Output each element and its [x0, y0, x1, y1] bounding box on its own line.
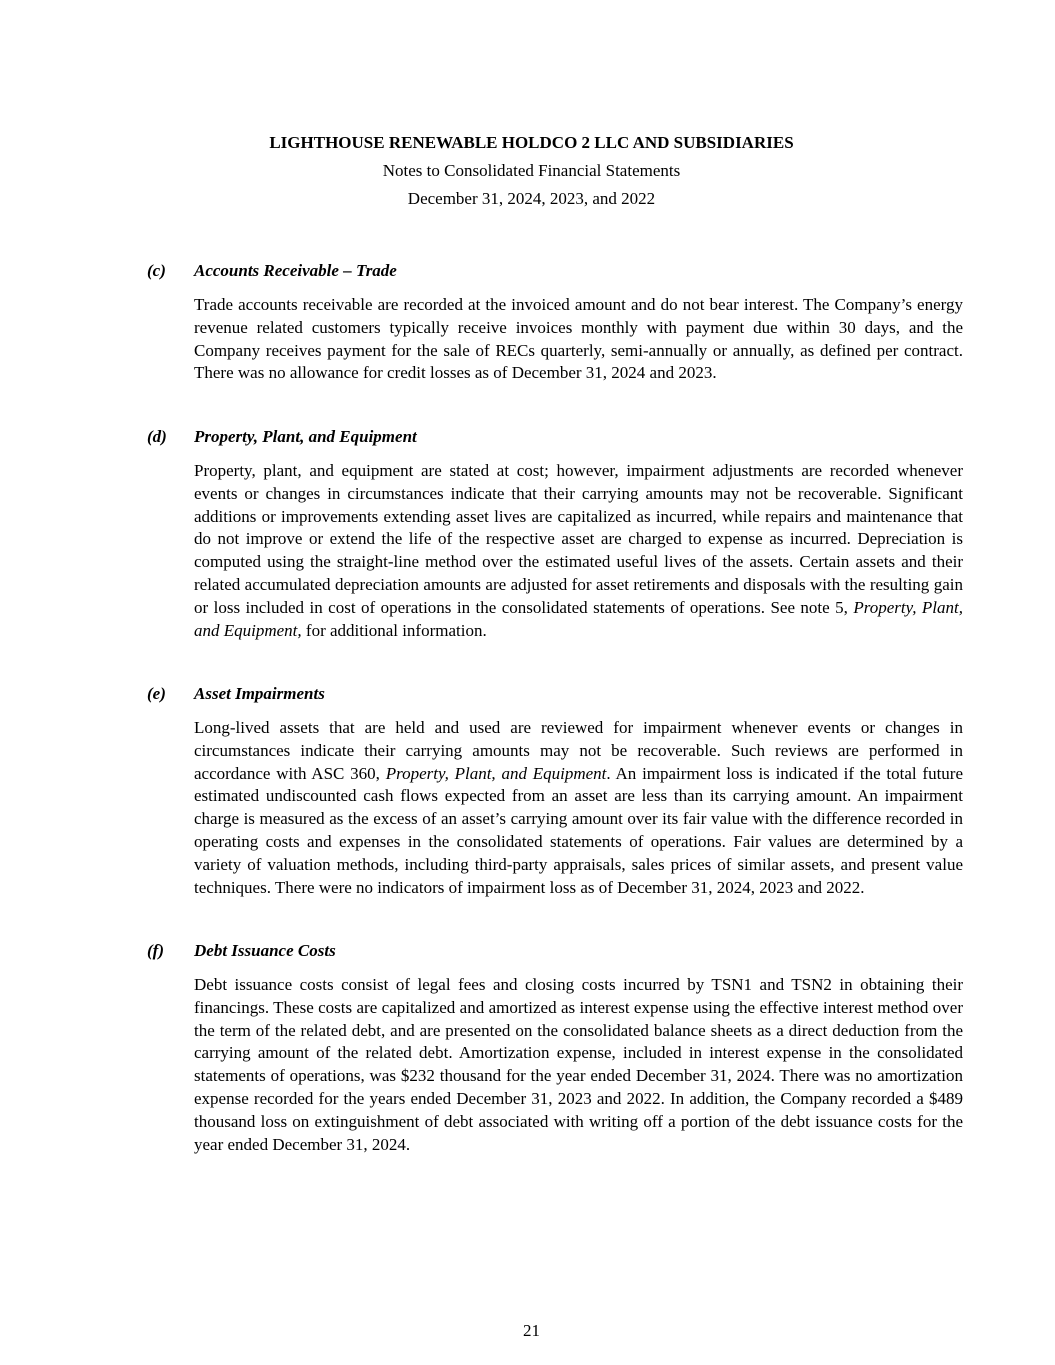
section-letter: (e)	[147, 684, 166, 703]
section-letter: (f)	[147, 941, 164, 960]
section-text-tail: for additional information.	[305, 620, 487, 640]
section-letter: (d)	[147, 427, 167, 446]
section-text: Trade accounts receivable are recorded at the invoiced amount and do not bear interest. The Company’s energy revenue related customers typically receive invoices monthly with payment due within 30 days, and the Company receives payment for the sale of RECs quarterly, semi-annually or annually, as defined per contract. There was no allowance for credit losses as of December 31, 2024 and 2023.	[194, 295, 963, 383]
note-reference: Property, Plant, and Equipment,	[194, 597, 963, 640]
section-debt-issuance-costs	[147, 939, 963, 1156]
section-heading: Accounts Receivable – Trade	[194, 261, 397, 280]
page-number: 21	[523, 1321, 540, 1340]
section-body	[194, 294, 963, 385]
section-text: Property, plant, and equipment are stated at cost; however, impairment adjustments are recorded whenever events or changes in circumstances indicate that their carrying amounts may not be recoverable. Significant additions or improvements extending asset lives are capitalized as incurred, while repairs and maintenance that do not improve or extend the life of the respective asset are charged to expense as incurred. Depreciation is computed using the straight-line method over the estimated useful lives of the assets. Certain assets and their related accumulated depreciation amounts are adjusted for asset retirements and disposals with the resulting gain or loss included in cost of operations in the consolidated statements of operations. See note 5,	[194, 461, 963, 617]
statement-dates: December 31, 2024, 2023, and 2022	[407, 189, 656, 208]
section-asset-impairments	[147, 682, 963, 899]
section-body	[194, 460, 963, 642]
section-title	[147, 425, 963, 448]
section-title	[147, 259, 963, 282]
section-text-tail: . An impairment loss is indicated if the total future estimated undiscounted cash flows expected from an asset are less than its carrying amount. An impairment charge is measured as the excess of an asset’s carrying amount over its fair value with the difference recorded in operating costs and expenses in the consolidated statements of operations. Fair values are determined by a variety of valuation methods, including third-party appraisals, sales prices of similar assets, and present value techniques. There were no indicators of impairment loss as of December 31, 2024, 2023 and 2022.	[194, 763, 963, 897]
standard-reference: Property, Plant, and Equipment	[385, 763, 607, 783]
company-name: LIGHTHOUSE RENEWABLE HOLDCO 2 LLC AND SUBSIDIARIES	[269, 133, 794, 152]
section-body	[194, 974, 963, 1156]
page-header	[0, 129, 1055, 213]
section-accounts-receivable	[147, 259, 963, 385]
document-subtitle: Notes to Consolidated Financial Statements	[382, 161, 681, 180]
section-property-plant-equipment	[147, 425, 963, 642]
section-title	[147, 939, 963, 962]
section-heading: Asset Impairments	[194, 684, 325, 703]
section-heading: Debt Issuance Costs	[194, 941, 336, 960]
section-text: Debt issuance costs consist of legal fees and closing costs incurred by TSN1 and TSN2 in obtaining their financings. These costs are capitalized and amortized as interest expense using the effective interest method over the term of the related debt, and are presented on the consolidated balance sheets as a direct deduction from the carrying amount of the related debt. Amortization expense, included in interest expense in the consolidated statements of operations, was $232 thousand for the year ended December 31, 2024. There was no amortization expense recorded for the years ended December 31, 2023 and 2022. In addition, the Company recorded a $489 thousand loss on extinguishment of debt associated with writing off a portion of the debt issuance costs for the year ended December 31, 2024.	[194, 975, 963, 1154]
section-letter: (c)	[147, 261, 166, 280]
section-heading: Property, Plant, and Equipment	[194, 427, 417, 446]
section-text: Long-lived assets that are held and used are reviewed for impairment whenever events or changes in circumstances indicate their carrying amounts may not be recoverable. Such reviews are performed in accordance with ASC 360,	[194, 718, 963, 783]
section-title	[147, 682, 963, 705]
section-body	[194, 717, 963, 899]
